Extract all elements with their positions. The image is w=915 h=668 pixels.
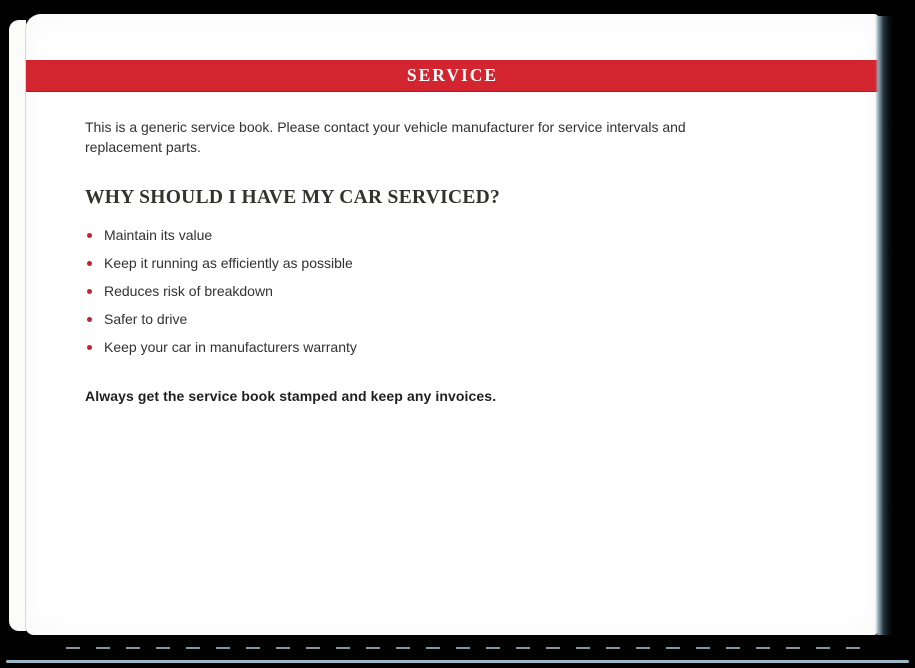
- list-item: [87, 282, 825, 300]
- page-content: [85, 91, 825, 404]
- bullet-dot-icon: [87, 289, 92, 294]
- book-edge: [875, 16, 894, 635]
- page-bleed-edge: [9, 20, 26, 631]
- list-item: [87, 226, 825, 244]
- list-item: [87, 254, 825, 272]
- bullet-dot-icon: [87, 261, 92, 266]
- list-item: [87, 310, 825, 328]
- stamp-note: Always get the service book stamped and keep any invoices.: [85, 388, 497, 404]
- scanner-artifact-line: [6, 660, 909, 663]
- bullet-text: Keep it running as efficiently as possible: [104, 255, 353, 271]
- bullet-text: Keep your car in manufacturers warranty: [104, 339, 357, 355]
- page-bottom-edge: [66, 647, 866, 649]
- bullet-text: Reduces risk of breakdown: [104, 283, 273, 299]
- intro-paragraph: This is a generic service book. Please contact your vehicle manufacturer for service intervals and replacement parts.: [85, 119, 686, 155]
- benefits-bullet-list: [85, 226, 825, 356]
- bullet-text: Maintain its value: [104, 227, 213, 243]
- bullet-text: Safer to drive: [104, 311, 188, 327]
- page-title: SERVICE: [406, 65, 499, 85]
- bullet-dot-icon: [87, 345, 92, 350]
- service-book-page: [25, 14, 879, 635]
- service-banner: [26, 60, 879, 92]
- section-heading: WHY SHOULD I HAVE MY CAR SERVICED?: [85, 187, 501, 208]
- bullet-dot-icon: [87, 233, 92, 238]
- list-item: [87, 338, 825, 356]
- bullet-dot-icon: [87, 317, 92, 322]
